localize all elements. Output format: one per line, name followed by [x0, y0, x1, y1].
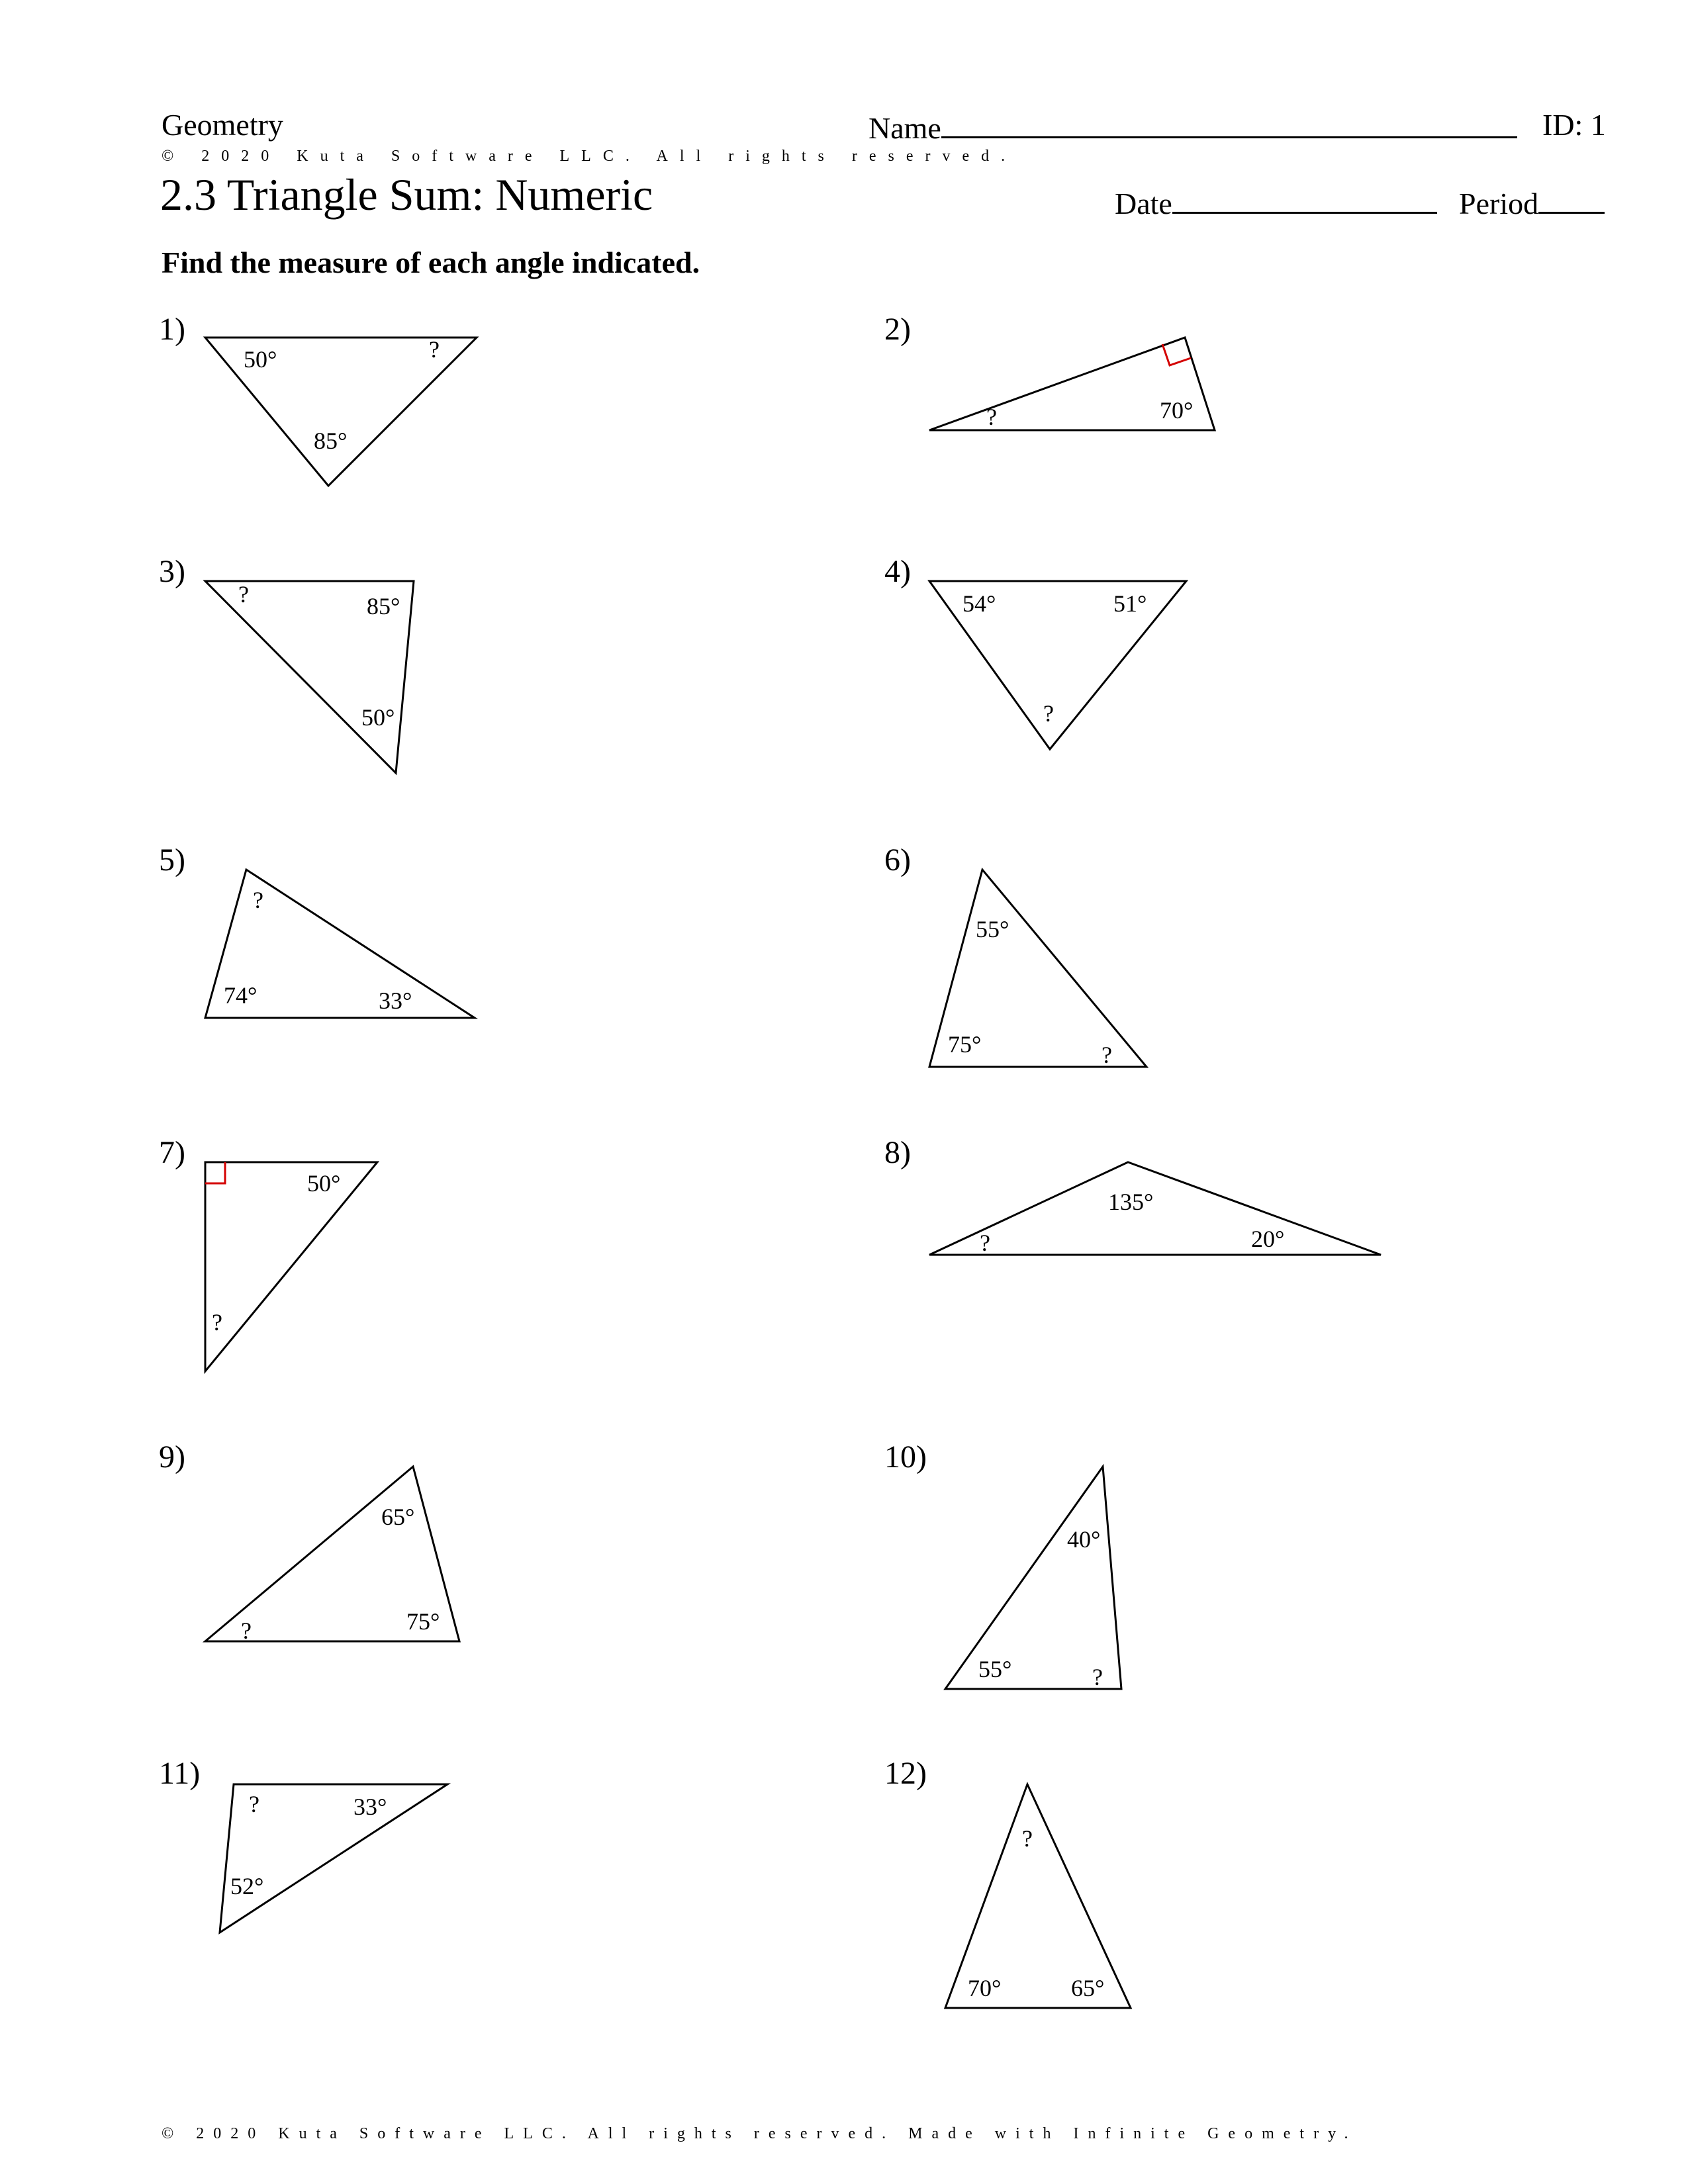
triangle-shape	[929, 1162, 1381, 1255]
angle-label: ?	[1043, 700, 1054, 727]
triangle-2	[929, 338, 1215, 430]
angle-label: 52°	[230, 1873, 264, 1899]
angle-label: 20°	[1251, 1226, 1285, 1252]
angle-label: 33°	[353, 1794, 387, 1820]
triangle-shape	[945, 1467, 1121, 1689]
problem-number: 10)	[884, 1439, 927, 1475]
angle-label: ?	[986, 404, 997, 430]
problem-number: 7)	[159, 1135, 185, 1170]
triangle-12	[945, 1784, 1131, 2008]
problem-number: 6)	[884, 842, 911, 878]
angle-label: 51°	[1113, 590, 1147, 617]
triangle-1	[205, 336, 477, 486]
triangle-8	[929, 1162, 1381, 1256]
angle-label: 65°	[1071, 1975, 1105, 2001]
triangle-3	[205, 581, 414, 773]
date-label: Date	[1115, 187, 1172, 220]
problem-number: 4)	[884, 554, 911, 589]
angle-label: 85°	[367, 593, 400, 619]
instructions: Find the measure of each angle indicated.	[162, 246, 700, 279]
footer-copyright: © 2020 Kuta Software LLC. All rights reserved. Made with Infinite Geometry.	[162, 2125, 1358, 2142]
right-angle-marker	[1162, 344, 1191, 365]
period-label: Period	[1459, 187, 1539, 220]
angle-label: 85°	[314, 428, 348, 454]
angle-label: 74°	[224, 982, 258, 1009]
problem-number: 9)	[159, 1439, 185, 1475]
subject-label: Geometry	[162, 108, 283, 142]
page-title: 2.3 Triangle Sum: Numeric	[160, 169, 653, 220]
name-label: Name	[868, 111, 941, 145]
angle-label: 65°	[381, 1504, 415, 1530]
right-angle-marker	[205, 1162, 225, 1183]
angle-label: ?	[249, 1791, 259, 1817]
triangle-5	[205, 870, 475, 1018]
problem-number: 3)	[159, 554, 185, 589]
problem-number: 1)	[159, 312, 185, 347]
angle-label: 50°	[244, 346, 277, 373]
angle-label: ?	[212, 1309, 222, 1336]
problem-number: 2)	[884, 312, 911, 347]
triangle-6	[929, 870, 1147, 1068]
angle-label: ?	[241, 1617, 252, 1644]
angle-label: 50°	[307, 1170, 341, 1197]
problem-number: 5)	[159, 842, 185, 878]
angle-label: 135°	[1108, 1189, 1154, 1215]
angle-label: ?	[253, 887, 263, 913]
angle-label: 55°	[976, 916, 1009, 942]
angle-label: ?	[238, 581, 249, 608]
angle-label: 70°	[1160, 397, 1194, 424]
copyright-line: © 2020 Kuta Software LLC. All rights reserved.	[162, 148, 1017, 165]
problem-number: 11)	[159, 1756, 201, 1791]
angle-label: 70°	[968, 1975, 1002, 2001]
angle-label: ?	[1092, 1664, 1103, 1690]
angle-label: ?	[429, 336, 440, 363]
angle-label: 75°	[406, 1608, 440, 1635]
triangle-10	[945, 1467, 1121, 1690]
angle-label: 40°	[1067, 1526, 1101, 1553]
angle-label: ?	[1022, 1825, 1033, 1852]
triangle-7	[205, 1162, 377, 1371]
angle-label: 54°	[962, 590, 996, 617]
angle-label: 75°	[948, 1031, 982, 1058]
angle-label: ?	[1102, 1042, 1112, 1068]
angle-label: ?	[980, 1230, 990, 1256]
problem-number: 12)	[884, 1756, 927, 1791]
problem-number: 8)	[884, 1135, 911, 1170]
angle-label: 55°	[978, 1656, 1012, 1682]
triangle-shape	[205, 1162, 377, 1371]
triangle-9	[205, 1467, 459, 1644]
angle-label: 33°	[379, 987, 412, 1014]
triangle-4	[929, 581, 1186, 749]
id-label: ID: 1	[1542, 108, 1606, 142]
triangle-11	[220, 1784, 447, 1933]
angle-label: 50°	[361, 704, 395, 731]
